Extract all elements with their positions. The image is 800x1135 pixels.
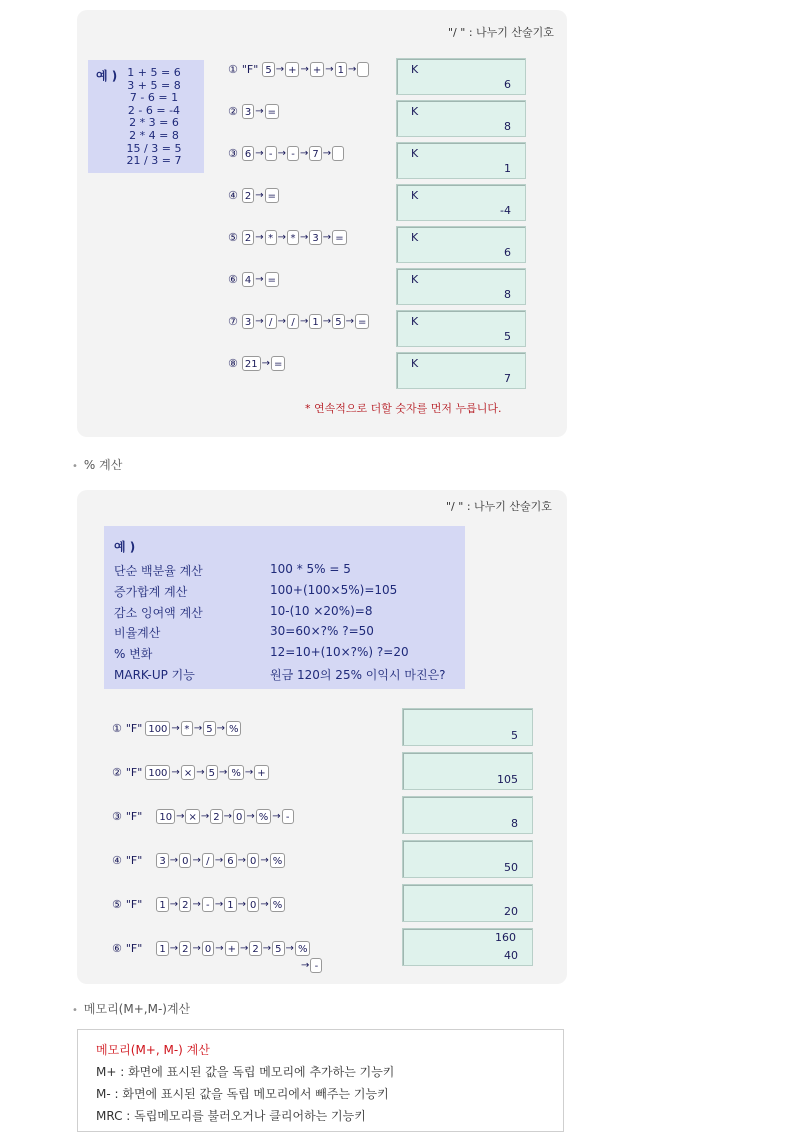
arrow-icon: → (345, 316, 354, 327)
step-number: ⑥ (228, 273, 238, 286)
percent-calc-step (112, 941, 310, 956)
key-cap: - (265, 146, 277, 161)
key-cap: - (202, 897, 214, 912)
arrow-icon: → (285, 943, 294, 954)
division-symbol-note-2: "/ " : 나누기 산술기호 (446, 500, 552, 513)
arrow-icon: → (261, 358, 270, 369)
display-value: 40 (504, 949, 518, 962)
display-value: 7 (504, 372, 511, 385)
step-prefix: "F" (125, 942, 143, 955)
key-cap: / (287, 314, 299, 329)
calc-step (228, 356, 285, 371)
calc-step (228, 104, 279, 119)
key-cap: + (254, 765, 268, 780)
display-value: 5 (511, 729, 518, 742)
key-cap: % (256, 809, 272, 824)
key-cap: % (295, 941, 311, 956)
key-cap: * (181, 721, 193, 736)
display-value-secondary: 160 (495, 931, 516, 944)
key-cap: 0 (247, 897, 259, 912)
key-cap: % (226, 721, 242, 736)
arrow-icon: → (300, 316, 309, 327)
percent-row-formula: 30=60×?% ?=50 (270, 624, 374, 639)
key-cap: + (310, 62, 324, 77)
display-value: 8 (504, 120, 511, 133)
key-cap: 3 (309, 230, 321, 245)
arrow-icon: → (192, 855, 201, 866)
key-cap: × (185, 809, 199, 824)
calc-display (396, 100, 526, 137)
key-cap: % (270, 897, 286, 912)
arrow-icon: → (277, 232, 287, 243)
arrow-icon: → (325, 64, 334, 75)
display-value: 8 (504, 288, 511, 301)
arrow-icon: → (277, 148, 287, 159)
percent-calc-step (112, 721, 241, 736)
key-cap: 0 (179, 853, 191, 868)
key-cap: = (265, 104, 279, 119)
display-k-indicator: K (411, 273, 419, 286)
arrow-icon: → (255, 232, 264, 243)
step-number: ⑦ (228, 315, 238, 328)
section-title-memory (72, 1000, 190, 1017)
calc-display (396, 310, 526, 347)
key-cap: × (181, 765, 195, 780)
arrow-icon: → (322, 148, 332, 159)
arrow-icon: → (255, 106, 264, 117)
arrow-icon: → (322, 316, 332, 327)
step-prefix: "F" (125, 898, 143, 911)
section-title-percent (72, 456, 122, 473)
key-cap: 2 (179, 941, 191, 956)
arrow-icon: → (171, 767, 180, 778)
calc-step (228, 146, 344, 161)
key-cap: + (285, 62, 299, 77)
key-cap: * (265, 230, 277, 245)
calc-display (396, 142, 526, 179)
example-line: 3 + 5 = 8 (127, 78, 181, 92)
percent-row-label: 증가합계 계산 (114, 584, 188, 599)
display-k-indicator: K (411, 147, 419, 160)
arrow-icon: → (237, 855, 247, 866)
key-cap: 0 (202, 941, 214, 956)
step-number: ② (228, 105, 238, 118)
key-cap: = (265, 188, 279, 203)
step-prefix: "F" (125, 722, 143, 735)
key-cap: % (270, 853, 286, 868)
calc-step (228, 314, 369, 329)
arrow-icon: → (176, 811, 185, 822)
step-number: ③ (112, 810, 122, 823)
arrow-icon: → (255, 148, 264, 159)
arrow-icon: → (262, 943, 272, 954)
key-cap: 1 (335, 62, 347, 77)
arrow-icon: → (169, 855, 179, 866)
display-k-indicator: K (411, 189, 419, 202)
percent-row-label: 감소 잉여액 계산 (114, 605, 203, 620)
percent-row-formula: 100+(100×5%)=105 (270, 582, 398, 597)
calc-display (396, 58, 526, 95)
arrow-icon: → (244, 767, 254, 778)
key-cap: 7 (309, 146, 321, 161)
percent-row-formula: 12=10+(10×?%) ?=20 (270, 645, 409, 660)
display-k-indicator: K (411, 357, 419, 370)
arrow-icon: → (223, 811, 232, 822)
arrow-icon: → (192, 899, 201, 910)
example-label: 예 ) (96, 69, 118, 83)
sequential-add-note: * 연속적으로 더할 숫자를 먼저 누릅니다. (305, 402, 502, 415)
arrow-icon: → (300, 148, 309, 159)
key-cap: 3 (156, 853, 168, 868)
key-cap: % (228, 765, 244, 780)
key-cap: 3 (242, 314, 254, 329)
key-cap: 5 (272, 941, 284, 956)
key-cap: 1 (156, 941, 168, 956)
display-k-indicator: K (411, 315, 419, 328)
arrow-icon: → (193, 723, 203, 734)
section-title-percent-text: % 계산 (83, 458, 123, 472)
key-cap: 3 (242, 104, 254, 119)
key-cap: 2 (242, 188, 254, 203)
key-cap: = (271, 356, 285, 371)
calc-step (228, 62, 369, 77)
key-cap: - (310, 958, 322, 973)
step-number: ③ (228, 147, 238, 160)
percent-row-formula: 10-(10 ×20%)=8 (270, 603, 373, 618)
arrow-icon: → (255, 190, 264, 201)
arrow-icon: → (260, 855, 269, 866)
key-cap: 6 (242, 146, 254, 161)
key-cap: / (265, 314, 277, 329)
bullet-icon: • (72, 1005, 78, 1016)
display-value: 20 (504, 905, 518, 918)
step-number: ⑧ (228, 357, 238, 370)
key-cap: 2 (179, 897, 191, 912)
step-number: ④ (112, 854, 122, 867)
key-cap: 5 (206, 765, 218, 780)
key-cap: 100 (145, 721, 170, 736)
example-line: 2 * 3 = 6 (129, 116, 179, 130)
calc-display (402, 840, 533, 878)
step-number: ① (228, 63, 238, 76)
key-cap: 0 (247, 853, 259, 868)
display-value: 6 (504, 246, 511, 259)
arrow-icon: → (255, 274, 264, 285)
arrow-icon: → (255, 316, 264, 327)
arrow-icon: → (196, 767, 205, 778)
arrow-icon: → (260, 899, 269, 910)
arrow-icon: → (218, 767, 228, 778)
display-value: 50 (504, 861, 518, 874)
key-cap: / (202, 853, 214, 868)
display-value: 5 (504, 330, 511, 343)
arrow-icon: → (237, 899, 247, 910)
display-k-indicator: K (411, 63, 419, 76)
calc-display (402, 752, 533, 790)
display-value: -4 (500, 204, 511, 217)
section-title-memory-text: 메모리(M+,M-)계산 (83, 1002, 191, 1016)
key-cap: - (282, 809, 294, 824)
arrow-icon: → (192, 943, 201, 954)
step-number: ⑤ (112, 898, 122, 911)
step-number: ② (112, 766, 122, 779)
calc-display (402, 928, 533, 966)
key-cap: 1 (224, 897, 236, 912)
calc-display (402, 708, 533, 746)
percent-calc-step (112, 897, 285, 912)
display-value: 6 (504, 78, 511, 91)
arrow-icon: → (214, 855, 224, 866)
key-cap: 6 (224, 853, 236, 868)
key-cap: 0 (233, 809, 245, 824)
key-cap: 4 (242, 272, 254, 287)
example-line: 2 * 4 = 8 (129, 129, 179, 142)
percent-calc-step (112, 853, 285, 868)
calc-display (402, 884, 533, 922)
display-value: 1 (504, 162, 511, 175)
calc-step (228, 272, 279, 287)
key-cap: 10 (156, 809, 175, 824)
display-value: 105 (497, 773, 518, 786)
step-number: ⑤ (228, 231, 238, 244)
example-line: 7 - 6 = 1 (129, 91, 179, 105)
key-cap: 5 (332, 314, 344, 329)
calc-display (396, 352, 526, 389)
arrow-icon: → (272, 811, 281, 822)
arrow-icon: → (240, 943, 249, 954)
example-line: 2 - 6 = -4 (127, 103, 181, 117)
arrow-icon: → (301, 960, 310, 971)
step-number: ⑥ (112, 942, 122, 955)
key-cap: = (265, 272, 279, 287)
arrow-icon: → (171, 723, 180, 734)
step-prefix: "F" (125, 854, 143, 867)
percent-row-label: 단순 백분율 계산 (114, 564, 203, 578)
example-line: 21 / 3 = 7 (126, 154, 182, 168)
arrow-icon: → (215, 943, 224, 954)
display-k-indicator: K (411, 231, 419, 244)
percent-row-label: 비율계산 (114, 626, 161, 641)
key-cap: = (355, 314, 369, 329)
key-cap (357, 62, 369, 77)
calc-step (228, 230, 347, 245)
key-cap (332, 146, 344, 161)
arrow-icon: → (300, 64, 309, 75)
memory-line-m-plus: M+ : 화면에 표시된 값을 독립 메모리에 추가하는 기능키 (96, 1065, 395, 1079)
percent-row-label: % 변화 (114, 647, 153, 662)
percent-calc-step (112, 765, 269, 780)
key-cap: - (287, 146, 299, 161)
division-symbol-note: "/ " : 나누기 산술기호 (448, 26, 554, 39)
key-cap: 2 (242, 230, 254, 245)
step-prefix: "F" (125, 810, 143, 823)
calc-display (396, 268, 526, 305)
arrow-icon: → (277, 316, 287, 327)
calc-display (396, 184, 526, 221)
calc-display (396, 226, 526, 263)
percent-row-formula: 원금 120의 25% 이익시 마진은? (270, 668, 446, 682)
arrow-icon: → (322, 232, 332, 243)
bullet-icon: • (72, 461, 78, 472)
key-cap: 1 (309, 314, 321, 329)
key-cap: 2 (249, 941, 261, 956)
key-cap: 2 (210, 809, 222, 824)
calc-display (402, 796, 533, 834)
arrow-icon: → (169, 943, 179, 954)
memory-box-title: 메모리(M+, M-) 계산 (96, 1043, 210, 1057)
key-cap: 5 (203, 721, 215, 736)
arrow-icon: → (275, 64, 285, 75)
example-label-percent: 예 ) (114, 540, 136, 554)
arrow-icon: → (246, 811, 255, 822)
arrow-icon: → (214, 899, 224, 910)
arrow-icon: → (169, 899, 179, 910)
key-cap: + (225, 941, 239, 956)
calc-step (228, 188, 279, 203)
key-cap: 21 (242, 356, 261, 371)
arrow-icon: → (300, 232, 309, 243)
step-prefix: "F" (241, 63, 259, 76)
example-line: 15 / 3 = 5 (126, 141, 182, 155)
step-number: ④ (228, 189, 238, 202)
memory-line-m-minus: M- : 화면에 표시된 값을 독립 메모리에서 빼주는 기능키 (96, 1087, 389, 1101)
display-value: 8 (511, 817, 518, 830)
key-cap: 100 (145, 765, 170, 780)
percent-calc-step (112, 809, 294, 824)
percent-row-formula: 100 * 5% = 5 (270, 562, 351, 576)
key-cap: 5 (262, 62, 274, 77)
percent-calc-step-continued (300, 958, 322, 973)
step-prefix: "F" (125, 766, 143, 779)
key-cap: * (287, 230, 299, 245)
display-k-indicator: K (411, 105, 419, 118)
arrow-icon: → (216, 723, 225, 734)
arrow-icon: → (200, 811, 210, 822)
arrow-icon: → (348, 64, 357, 75)
key-cap: 1 (156, 897, 168, 912)
example-line: 1 + 5 = 6 (127, 66, 181, 79)
step-number: ① (112, 722, 122, 735)
memory-line-mrc: MRC : 독립메모리를 불러오거나 클리어하는 기능키 (96, 1109, 366, 1123)
key-cap: = (332, 230, 346, 245)
percent-row-label: MARK-UP 기능 (114, 668, 195, 682)
